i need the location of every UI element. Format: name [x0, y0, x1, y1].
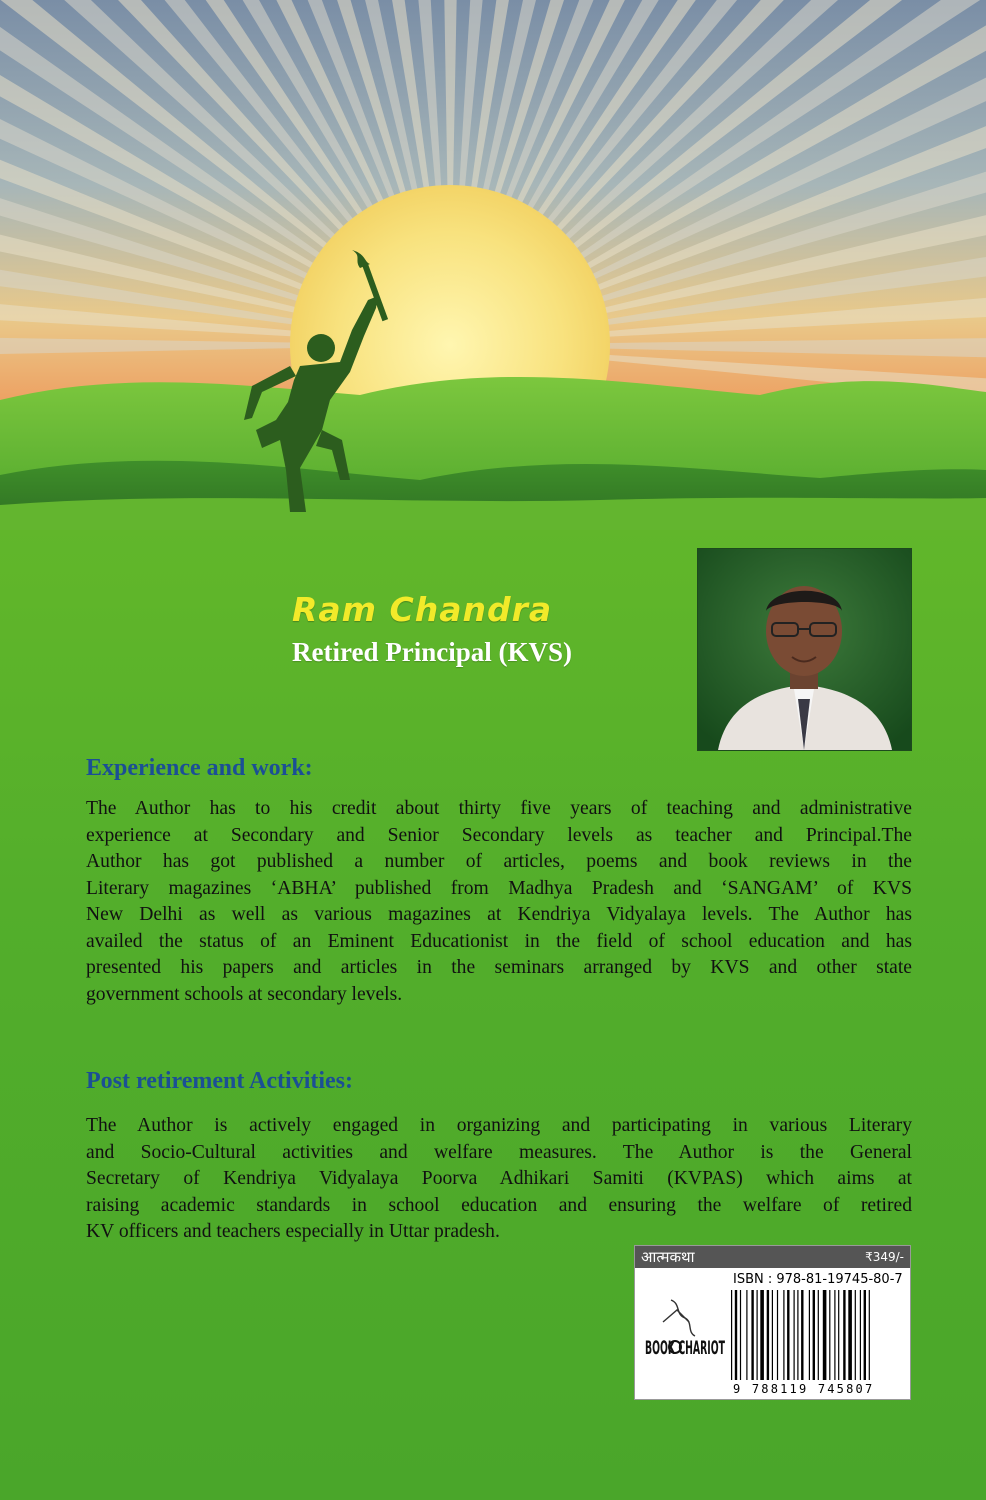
barcode-bar [823, 1290, 827, 1380]
cover-illustration [0, 0, 986, 530]
barcode-bar [794, 1290, 795, 1380]
barcode-bar [787, 1290, 789, 1380]
barcode-bar [834, 1290, 835, 1380]
barcode-bar [777, 1290, 778, 1380]
paragraph-line: Literary magazines ‘ABHA’ published from Madhya Pradesh and ‘SANGAM’ of KVS [86, 877, 912, 899]
barcode-bar [746, 1290, 747, 1380]
author-title: Retired Principal (KVS) [292, 637, 572, 667]
barcode-bar [829, 1290, 830, 1380]
post-retirement-paragraph [86, 1113, 912, 1246]
author-name: Ram Chandra [292, 590, 553, 629]
paragraph-line: and Socio-Cultural activities and welfare measures. The Author is the General [86, 1141, 912, 1163]
paragraph-line: KV officers and teachers especially in Uttar pradesh. [86, 1221, 500, 1242]
barcode-bar [772, 1290, 773, 1380]
barcode-panel [634, 1245, 911, 1400]
paragraph-line: availed the status of an Eminent Educationist in the field of school education and has [86, 930, 912, 952]
paragraph-line: raising academic standards in school education and ensuring the welfare of retired [86, 1194, 912, 1216]
front-meadow [0, 498, 986, 530]
barcode-digits: 9 788119 745807 [733, 1382, 875, 1396]
barcode-bar [740, 1290, 741, 1380]
barcode-bar [864, 1290, 866, 1380]
paragraph-line: The Author has to his credit about thirty five years of teaching and administrative [86, 798, 912, 819]
genre-label: आत्मकथा [641, 1248, 695, 1266]
experience-paragraph [86, 796, 912, 1008]
publisher-logo-text: BOOK CHARIOT [645, 1337, 726, 1359]
paragraph-line: presented his papers and articles in the seminars arranged by KVS and other state [86, 957, 912, 978]
barcode-bar [843, 1290, 845, 1380]
barcode-bar [813, 1290, 815, 1380]
barcode-bar [855, 1290, 856, 1380]
barcode-header [635, 1246, 910, 1268]
isbn-text: ISBN : 978-81-19745-80-7 [733, 1272, 903, 1287]
barcode-bar [838, 1290, 839, 1380]
price-label: ₹349/- [865, 1250, 904, 1264]
publisher-logo-icon [641, 1292, 727, 1372]
barcode-bar [801, 1290, 803, 1380]
paragraph-line: government schools at secondary levels. [86, 983, 403, 1005]
barcode-bar [848, 1290, 852, 1380]
section-heading-post-retirement: Post retirement Activities: [86, 1068, 354, 1094]
paragraph-line: New Delhi as well as various magazines at Kendriya Vidyalaya levels. The Author has [86, 904, 912, 925]
author-photo [697, 548, 912, 751]
paragraph-line: Author has got published a number of articles, poems and book reviews in the [86, 851, 912, 872]
barcode-bar [751, 1290, 753, 1380]
barcode-bar [818, 1290, 819, 1380]
barcode-bar [735, 1290, 737, 1380]
paragraph-line: Secretary of Kendriya Vidyalaya Poorva Adhikari Samiti (KVPAS) which aims at [86, 1168, 912, 1189]
barcode-bar [731, 1290, 732, 1380]
barcode-bar [767, 1290, 769, 1380]
paragraph-line: experience at Secondary and Senior Secondary levels as teacher and Principal.The [86, 824, 912, 846]
paragraph-line: The Author is actively engaged in organizing and participating in various Literary [86, 1115, 912, 1136]
barcode [729, 1290, 905, 1382]
section-heading-experience: Experience and work: [86, 755, 313, 781]
barcode-bar [760, 1290, 764, 1380]
barcode-bar [869, 1290, 870, 1380]
barcode-bar [797, 1290, 798, 1380]
barcode-bar [860, 1290, 861, 1380]
barcode-bar [809, 1290, 810, 1380]
barcode-bar [783, 1290, 784, 1380]
barcode-bar [757, 1290, 758, 1380]
